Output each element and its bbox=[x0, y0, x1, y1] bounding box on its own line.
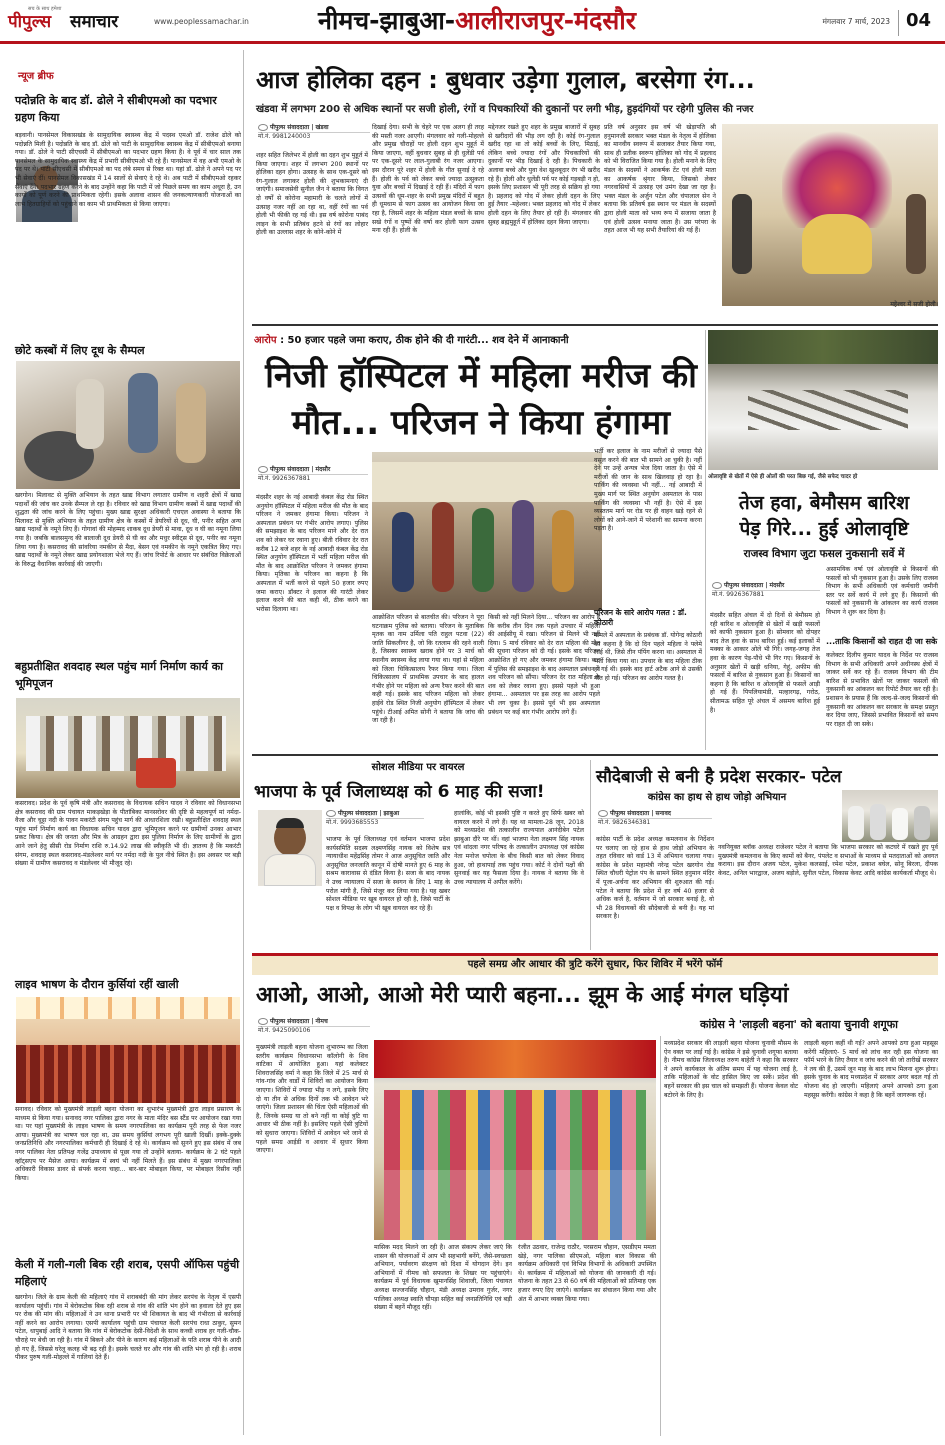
brief-3-headline: बहुप्रतीक्षित शवदाह स्थल पहुंच मार्ग निर्माण कार्य का भूमिपूजन bbox=[15, 660, 223, 690]
ladli-subheadline: कांग्रेस ने 'लाड़ली बहना' को बताया चुनावी शगूफा bbox=[700, 1018, 898, 1031]
weather-photo-caption: ओलावृष्टि से खेतों में ऐसे ही ओलों की परत बिछ गई, जैसे सफेद चादर हो bbox=[708, 474, 858, 480]
hospital-byline-phone: मो.नं. 9926367881 bbox=[258, 475, 311, 482]
hospital-kicker-text: : 50 हजार पहले जमा कराए, ठीक होने की दी गारंटी... शव देने में आनाकानी bbox=[280, 335, 569, 346]
byline-logo-icon bbox=[258, 466, 268, 473]
bjp-headline: भाजपा के पूर्व जिलाध्यक्ष को 6 माह की सजा! bbox=[254, 782, 545, 802]
hospital-kicker bbox=[254, 332, 704, 350]
weather-left-rule bbox=[705, 330, 706, 750]
holi-bottom-rule bbox=[252, 324, 938, 326]
holi-body-col4: प्रति वर्ष अनुसार इस वर्ष भी खेड़ापति श्री हनुमानजी सरकार भक्त मंडल के नेतृत्व में होलिका का मानवीय स्वरूप में सजाकर तैयार किया गया, साथ ही प्रतीक स्वरूप होलिका को गोद में प्रहलाद को भी विराजित किया गया है। होली मनाने के लिए मंडल के सदस्यों ने आकर्षक टेंट एवं होली माता का आकर्षक श्रृंगार किया, जिसको लेकर नगरवासियों में उत्साह एवं उमंग देखा जा रहा है। भक्त मंडल के अर्जुन पटेल और चंपालाल सेन ने बताया कि प्रतिवर्ष इस स्थान पर मंडल के सदस्यों द्वारा होली माता को भव्य रूप में सजाया जाता है एवं होली उत्सव मनाया जाता है। उस परंपरा के तहत आज भी यह सभी तैयारियां की गई हैं। bbox=[604, 124, 716, 235]
brief-3-body: कसरावद। प्रदेश के पूर्व कृषि मंत्री और कसरावद के विधायक सचिन यादव ने रविवार को विधानसभा क्षेत्र कसरावद की ग्राम पंचायत माकड़खेड़ा के पीतांबिका मानसरोवर की दृष्टि से महत्वपूर्ण मां नर्मदा-वैजा और चुट्टा नदी के पावन मकरंटी संगम पहुंच मार्ग की आधारशिला रखी। बहुप्रतीक्षित शवदाह स्थल पहुंच मार्ग निर्माण कार्य का विधायक सचिन यादव द्वारा भूमिपूजन करने पर ग्रामीणों उनका आभार प्रकट किया। क्षेत्र की जनता और मित्र के आग्रहन द्वारा इस पुलिया निर्माण के लिए ग्रामीणों के द्वारा आने जाने हेतु सीसी रोड निर्माण राशि रु.14.92 लाख की स्वीकृति भी दी। ज्ञातव्य है कि मकरंटी संगम, शवदाह स्थल कसरावद-मंडलेश्वर मार्ग पर नर्मदा नदी के पुल नीचे स्थित है। इस अवसर पर बड़ी संख्या में ग्रामीण कसरावद व मंडलेश्वर भी मौजूद रहे। bbox=[15, 800, 241, 868]
holi-byline bbox=[258, 124, 370, 150]
weather-body-col1: मंदसौर सहित अंचल में दो दिनों से बेमौसम हो रही बारिश व ओलावृष्टि से खेतों में खड़ी फसलों को काफी नुकसान हुआ है। सोमवार को दोपहर बाद तेज हवा के साथ बारिश हुई। कई इलाकों में मक्का के आकार ओले भी गिरे। जगह-जगह तेज हवा के कारण पेड़-पौधे भी गिर गए। किसानों के अनुसार खेतों में खड़ी धनिया, गेहूं, अफीम की फसलों में बारिश से नुकसान हुआ है। किसानों का कहना है कि बारिश व ओलावृष्टि से फसलें आड़ी हो गई हैं। पिपलियामंडी, मल्हारगढ़, गरोठ, सीतामऊ सहित पूरे अंचल में असमय बारिश हुई है। bbox=[710, 612, 820, 714]
congress-body-col1: कांग्रेस पार्टी के प्रदेश अध्यक्ष कमलनाथ के निर्देशन पर चलाए जा रहे हाथ से हाथ जोड़ो अभियान के तहत रविवार को वार्ड 13 में अभियान चलाया गया। कांग्रेस के प्रदेश महामंत्री नरेन्द्र पटेल खरगोन रोड स्थित चौधरी पेट्रोल पंप के सामने स्थित हनुमान मंदिर में पूजा-अर्चना कर अभियान की शुरुआत की गई। पटेल ने बताया कि प्रदेश में हर वर्ष 40 हजार से अधिक कर्ज है, वर्तमान में जो सरकार बनाई है, वो भी 28 विधायकों की सौदेबाजी से बनी है। यह मां सरकार है। bbox=[596, 836, 714, 921]
ladli-col-divider bbox=[660, 1036, 661, 1436]
holi-body-col3: मद्देनजर रखते हुए शहर के प्रमुख बाजारों में सुबह से खरीदारों की भीड़ लग रही है। कोई रंग-गुलाल खरीद रहा था तो कोई बच्चों के लिए, मिठाई, लेकिन बच्चे ज्यादा रंगों और पिचकारियों की दुकानों पर भीड़ दिखाई दे रही है। पिचकारी के अलावा बच्चे और युवा वेश खुशबूदार रंग भी खरीद रहे हैं। होली और धुलेंडी पर्व पर कोई गड़बड़ी न हो, इसके लिए प्रशासन भी पूरी तरह से सक्रिय हो गया है। प्रहलाद को गोद में लेकर होली दहन के लिए हुई तैयार -महेश्वर। भक्त प्रहलाद को गोद में लेकर होली दहन के लिए तैयार हो रही हैं। मंगलवार की सुबह ब्रह्ममुहूर्त में होलिका दहन किया जाएगा। bbox=[488, 124, 600, 226]
holi-byline-reporter: पीपुल्स संवाददाता | खंडवा bbox=[258, 124, 370, 133]
weather-byline-city: मंदसौर bbox=[769, 582, 785, 589]
byline-logo-icon bbox=[258, 124, 268, 131]
ladli-body-col4: मध्यप्रदेश सरकार की लाड़ली बहना योजना चुनावी मौसम के ऐन वक्त पर लाई गई है। कांग्रेस ने इसे चुनावी शगूफा बताया है। नीमच कांग्रेस जिलाध्यक्ष तरुण बाहेती ने कहा कि सरकार ने अपने कार्यकाल के अंतिम समय में यह योजना लाई है, ताकि महिलाओं के वोट हासिल किए जा सकें। प्रदेश की बहनें सरकार की इस चाल को समझती हैं। योजना केवल वोट बटोरने के लिए है। bbox=[664, 1040, 798, 1099]
hospital-kicker-label: आरोप bbox=[254, 335, 277, 346]
ladli-kicker: पहले समग्र और आधार की त्रुटि करेंगे सुधार, फिर शिविर में भरेंगे फॉर्म bbox=[467, 959, 723, 970]
hospital-body-col2: आक्रोशित परिजन से बातचीत की। परिजन ने पूरा घटनाक्रम पुलिस को बताया। परिजन के मुताबिक मृतक का नाम उर्मिला पति राहुल पटवा (22) जाति सिकलीगर है, जो कि रतलाम की रहने वाली है, जिसका स्वास्थ्य खराब होने पर 3 मार्च को स्थानीय स्वास्थ्य केंद्र लाया गया था। यहां से महिला को जिला चिकित्सालय रैफर किया गया। जिला चिकित्सालय में प्राथमिक उपचार के बाद हालत गंभीर होने पर महिला को अन्य रैफर करने की बात कही गई। इसके बाद परिजन महिला को लेकर हाईवे रोड स्थित निजी अनुयोग हॉस्पिटल में लेकर पहुंचे। टीआई अमित सोनी ने बताया कि जांच की जा रही है। bbox=[372, 614, 484, 725]
congress-byline-name: पीपुल्स संवाददाता bbox=[610, 810, 650, 817]
ladli-byline-name: पीपुल्स संवाददाता bbox=[270, 1018, 310, 1025]
issue-date: मंगलवार 7 मार्च, 2023 bbox=[822, 17, 890, 26]
holi-byline-city: खंडवा bbox=[315, 124, 329, 131]
byline-logo-icon bbox=[712, 582, 722, 589]
hospital-body-col4b: मामले में अस्पताल के प्रबंधक डॉ. योगेन्द्र कोठारी का कहना है कि दो दिन पहले महिला ने फ्लेमे लाई थी, जिसे तीन पंपिंग करना था। अस्पताल में भर्ती किया गया था। उपचार के बाद महिला ठीक हो गई थी। इसके बाद हार्ट अटैक आने से उसकी मौत हो गई। परिजन का आरोप गलत है। bbox=[594, 632, 702, 682]
brief-5-body: खरगोन। जिले के ग्राम केली की महिलाएं गांव में शराबबंदी की मांग लेकर सरपंच के नेतृत्व में एसपी कार्यालय पहुंचीं। गांव में बेरोकटोक बिक रही शराब से गांव की शांति भंग होने का हवाला देते हुए इस पर रोक की मांग की। महिलाओं ने उन थाना प्रभारी पर भी शिकायत के बाद भी गंभीरता से कार्रवाई नहीं करने का आरोप लगाया। एसपी कार्यालय पहुंची ग्राम पंचायत केली सरपंच राधा ठाकुर, सुमन पटेल, धापुबाई आदि ने बताया कि गांव में बेरोकटोक देसी-विदेशी के साथ कच्ची शराब हर गली-चौक-चौराहे पर बेची जा रही है। गांव में बिकने और पीने के कारण कई महिलाओं के पति शराब पीने के आदी हो गए हैं, जिससे घरेलू कलह भी बढ़ रही है। इसके चलते घर और गांव की शांति भंग हो रही है। शराब पीकर पुरुष गली-मोहल्ले में गालियां देते हैं। bbox=[15, 1294, 241, 1362]
hospital-subhead-col4: परिजन के सारे आरोप गलत : डॉ. कोठारी bbox=[594, 608, 687, 627]
weather-byline-phone: मो.नं. 9926367881 bbox=[712, 591, 765, 598]
ladli-body-col5: लाड़ली बहना कहीं थी गई? अपने आपको ठगा हुआ महसूस करेंगी महिलाएं- 5 मार्च को लांच कर रही इस योजना का फॉर्म भरने के लिए तैयार व जांच करने की जो तारीखें सरकार ने तय की हैं, उसमें जून माह के बाद लाभ मिलना शुरू होगा। इसके चुनाव के बाद मध्यप्रदेश में सरकार अगर बदल गई तो योजना बंद हो जाएगी। महिलाएं अपने आपको ठगा हुआ महसूस करेंगी। कांग्रेस ने कहा है कि बहनें जागरूक रहें। bbox=[804, 1040, 938, 1099]
ladli-byline bbox=[258, 1018, 370, 1042]
weather-byline-reporter: पीपुल्स संवाददाता | मंदसौर bbox=[712, 582, 820, 591]
masthead bbox=[0, 0, 945, 44]
weather-subheadline: राजस्व विभाग जुटा फसल नुकसानी सर्वे में bbox=[743, 548, 905, 560]
brief-2-body: खरगोन। मिलावट से मुक्ति अभियान के तहत खाद्य विभाग लगातार ग्रामीण व शहरी क्षेत्रों में खाद्य पदार्थों की जांच कर उनके सैम्पल ले रहा है। रविवार को खाद्य विभाग ग्रामीण कस्बों में खाद्य पदार्थों की शुद्धता की जांच करने के लिए पहुंचा। मुख्य खाद्य सुरक्षा अधिकारी एचएल अवास्या ने बताया कि मिलावट से मुक्ति अभियान के तहत ग्रामीण क्षेत्र के कस्बों में डेयरियों से दूध, घी, पनीर सहित अन्य खाद्य पदार्थों के नमूने लिए हैं। गोगावां की मोहम्मद शाकब दूध डेयरी से मावा, दूध व घी का नमूना लिया गया है। जबकि बालसमुन्द की बालाजी दूध डेयरी से घी का और मधुर स्वीट्स से दूध, पनीर का नमूना लिया गया है। कसरावद की सांवरिया नमकीन से मैदा, बेसन एवं नमकीन के नमूने एकत्रित किए गए। खाद्य पदार्थों के नमूने लेकर खाद्य प्रयोगशाला भेजे गए हैं। जांच रिपोर्ट के आधार पर संबंधित विक्रेताओं के विरुद्ध वैधानिक कार्रवाई की जाएगी। bbox=[15, 492, 241, 568]
bjp-byline-phone: मो.नं. 9993685553 bbox=[326, 819, 379, 826]
hospital-byline-city: मंदसौर bbox=[315, 466, 331, 473]
left-column-divider bbox=[243, 50, 244, 1435]
holi-body-col2: दिखाई देगा। सभी के चेहरे पर एक अलग ही तरह की मस्ती नजर आएगी। मंगलवार को गली-मोहल्ले और प्रमुख चौराहों पर होली दहन शुभ मुहूर्त में किया जाएगा, वहीं बुधवार सुबह से ही धुलेंडी पर्व पर एक-दूसरे पर लाल-गुलाबी रंग नजर आएगा। इस दौरान पूरे शहर में होली के गीत सुनाई दे रहे हैं। होली के पर्व को लेकर बच्चे ज्यादा उत्सुकता युवा और बच्चों में दिखाई दे रही हैं। मंदिरों में फाग उत्सवों की धूम-शहर के सभी प्रमुख मंदिरों में बहुत ही धूमधाम से फाग उत्सव का आयोजन किया जा रहा है, जिसमें शहर के महिला मंडल बच्चों के साथ सखे रंगों व पुष्पों की वर्षा कर होली फाग उत्सव मना रही हैं। होली के bbox=[372, 124, 484, 235]
brief-4-headline: लाइव भाषण के दौरान कुर्सियां रहीं खाली bbox=[15, 978, 179, 991]
weather-photo-hailstones bbox=[708, 330, 938, 470]
weather-headline-line1: तेज हवा, बेमौसम बारिश bbox=[738, 492, 910, 514]
holi-subheadline: खंडवा में लगभग 200 से अधिक स्थानों पर सजी होली, रंगों व पिचकारियों की दुकानों पर लगी भीड़, हुड़दंगियों पर रहेगी पुलिस की नजर bbox=[256, 104, 754, 115]
hospital-body-col4: भर्ती कर इलाज के नाम मरीजों से ज्यादा पैसे वसूल करने की बात भी सामने आ चुकी है। नहीं देने पर उन्हें अन्यत्र भेज दिया जाता है। ऐसे में मरीजों की जान के साथ खिलवाड़ हो रहा है। पार्किंग की व्यवस्था भी नहीं... नई आबादी में मुख्य मार्ग पर स्थित अनुयोग अस्पताल के पास पार्किंग की व्यवस्था भी नहीं है। ऐसे में इस व्यस्ततम मार्ग पर रोड पर ही वाहन खड़े रहने से लोगों को आने-जाने में परेशानी का सामना करना पड़ता है। bbox=[594, 448, 702, 533]
bjp-byline-name: पीपुल्स संवाददाता bbox=[338, 810, 378, 817]
congress-left-rule bbox=[590, 760, 591, 950]
page-number: 04 bbox=[898, 10, 938, 36]
brand-logo-right: समाचार bbox=[70, 12, 119, 32]
bjp-body-col2: हालांकि, कोई भी इसकी पुष्टि न करते हुए सिर्फ खबर को वायरल करने में लगे हैं। यह था मामला-28 जून, 2018 को मध्यप्रदेश की तत्कालीन राज्यपाल आनंदीबेन पटेल झाबुआ दौरे पर थीं। वहां भाजपा नेता लक्ष्मण सिंह नायक एवं थांदला नगर परिषद के तत्कालीन उपाध्यक्ष एवं कांग्रेस नेता मनोज चपोला के बीच किसी बात को लेकर विवाद हुआ, जो हाथापाई तक पहुंच गया। कोर्ट ने दोनों पक्षों की सुनवाई कर यह फैसला दिया है। नायक ने बताया कि वे उच्च न्यायालय में अपील करेंगे। bbox=[454, 810, 584, 886]
weather-body-col2b: कलेक्टर दिलीप कुमार यादव के निर्देश पर राजस्व विभाग के सभी अधिकारी अपने अधीनस्थ क्षेत्रों में जाकर सर्वे कर रहे हैं। राजस्व विभाग की टीम बारिश से प्रभावित खेतों पर जाकर फसलों की नुकसानी का आंकलन कर रिपोर्ट तैयार कर रही है। प्रशासन के प्रयास हैं कि जल्द-से-जल्द किसानों की नुकसानी का आंकलन कर सरकार के समक्ष प्रस्तुत कर दिया जाए, जिससे प्रभावित किसानों को समय पर राहत दी जा सके। bbox=[826, 652, 938, 728]
mid-page-rule bbox=[252, 754, 938, 756]
news-brief-label bbox=[18, 64, 118, 82]
edition-title-red: आलीराजपुर-मंदसौर bbox=[455, 6, 636, 35]
hospital-byline bbox=[258, 466, 368, 492]
ladli-byline-city: नीमच bbox=[315, 1018, 328, 1025]
hospital-body-col3: किसी को नहीं मिलने दिया... परिजन का आरोप है कि करीब तीन दिन तक पहले उपचार में महिला की आईसीयू में रखा। परिजन से मिलने भी नहीं दिया। 5 मार्च रविवार को देर रात महिला की मौत की सूचना परिजन को दी गई। इसके बाद परिजन आक्रोशित हो गए और जमकर हंगामा किया। बाद में पुलिस की समझाइश के बाद अस्पताल प्रबंधन ने शव परिजन को सौंपा। परिजन देर रात महिला के शव को लेकर रवाना हुए। इससे पहले भी हुआ हंगामा... अस्पताल पर इस तरह का आरोप पहले भी लग चुका है। इससे पूर्व भी इस अस्पताल प्रबंधन पर कई बार गंभीर आरोप लगे हैं। bbox=[488, 614, 600, 716]
holi-headline: आज होलिका दहन : बुधवार उड़ेगा गुलाल, बरसेगा रंग... bbox=[256, 66, 755, 94]
bjp-byline bbox=[326, 810, 424, 834]
ladli-byline-phone: मो.नं. 9425090106 bbox=[258, 1027, 311, 1034]
brand-tagline: सच के साथ हमेशा bbox=[28, 6, 62, 12]
congress-subheadline: कांग्रेस का हाथ से हाथ जोड़ो अभियान bbox=[647, 792, 787, 803]
brand-logo bbox=[8, 6, 249, 38]
hospital-body-col1: मंदसौर शहर के नई आबादी कंबल केंद्र रोड स्थित अनुयोग हॉस्पिटल में महिला मरीज की मौत के बाद परिजन ने जमकर हंगामा किया। परिजन ने अस्पताल प्रबंधन पर गंभीर आरोप लगाए। पुलिस की समझाइश के बाद परिजन माने और देर रात शव को लेकर घर रवाना हुए। बीती रविवार देर रात करीब 12 बजे शहर के नई आबादी कंबल केंद्र रोड स्थित अनुयोग हॉस्पिटल में भर्ती महिला मरीज की मौत के बाद आक्रोशित परिजन ने जमकर हंगामा किया। मृतिका के परिजन का कहना है कि अस्पताल में भर्ती करने से पहले 50 हजार रुपए जमा कराए। डॉक्टर ने इलाज की गारंटी लेकर इलाज करने की बात कही थी, ठीक करने का भरोसा दिलाया था। bbox=[256, 494, 368, 613]
ladli-body-col3: रंजीत उठवार, राजेन्द्र राठौर, परसराम चौहान, एसडीएम ममता खेड़े, नगर पालिका सीएमओ, महिला बाल विकास की कार्यक्रम अधिकारी एवं विभिन्न विभागों के अधिकारी उपस्थित थे। कार्यक्रम में महिलाओं को योजना की जानकारी दी गई। योजना के तहत 23 से 60 वर्ष की महिलाओं को प्रतिमाह एक हजार रुपए दिए जाएंगे। कार्यक्रम का संचालन किया गया और अंत में आभार व्यक्त किया गया। bbox=[518, 1244, 656, 1303]
brief-1-headline: पदोन्नति के बाद डॉ. ढोले ने सीबीएमओ का पदभार ग्रहण किया bbox=[15, 94, 217, 124]
brand-logo-left: पीपुल्स bbox=[8, 12, 52, 32]
news-brief-label-text: न्यूज ब्रीफ bbox=[18, 71, 54, 82]
hospital-headline-line2: मौत... परिजन ने किया हंगामा bbox=[291, 403, 671, 443]
brief-2-headline: छोटे कस्बों में लिए दूध के सैम्पल bbox=[15, 344, 145, 357]
bjp-byline-city: झाबुआ bbox=[383, 810, 400, 817]
bjp-byline-reporter: पीपुल्स संवाददाता | झाबुआ bbox=[326, 810, 424, 819]
bjp-photo-leader bbox=[258, 810, 322, 886]
weather-subhead: ...ताकि किसानों को राहत दी जा सके bbox=[826, 637, 938, 646]
congress-byline-phone: मो.नं. 9826346381 bbox=[598, 819, 651, 826]
weather-headline-line2: पेड़ गिरे... हुई ओलावृष्टि bbox=[739, 518, 909, 540]
byline-logo-icon bbox=[326, 810, 336, 817]
holi-body-col1: शहर सहित जिलेभर में होली का दहन शुभ मुहूर्त में किया जाएगा। शहर में लगभग 200 स्थानों पर होलिका दहन होगा। उत्साह के साथ एक-दूसरे को रंग-गुलाल लगाकर होली की शुभकामनाएं दी जाएंगी। समाजसेवी सुनील जैन ने बताया कि विगत दो वर्षों से कोरोना महामारी के चलते लोगों में उत्साह नजर नहीं आ रहा था, वहीं रंगों का पर्व होली भी फीकी रह गई थी। इस वर्ष कोरोना पाबंद लाइन के सभी प्रतिबंध हटने से रंगों का लोहार होली का उल्लास शहर के कोने-कोने में bbox=[256, 152, 368, 237]
brief-3-photo-bhoomipujan bbox=[16, 698, 240, 798]
hospital-photo-crowd bbox=[372, 452, 602, 610]
bjp-body-col1a: भाजपा के पूर्व जिलाध्यक्ष एवं वर्तमान भाजपा प्रदेश कार्यसमिति सदस्य लक्ष्मणसिंह नायक को विशेष सत्र न्यायाधीश महेंद्रसिंह तोमर ने आज अनुसूचित जाति और अनुसूचित जनजाति कानून में दोषी मानते हुए 6 माह के सश्रम कारावास से दंडित किया है। सजा के बाद नायक ने उच्च न्यायालय में सजा के स्थगन के लिए 1 माह के परोल मांगी है, जिसे मंजूर कर लिया गया है। यह खबर सोशल मीडिया पर खूब वायरल हो रही है, जिसे पार्टी के पक्ष व विपक्ष के लोग भी खूब वायरल कर रहे हैं। bbox=[326, 836, 450, 912]
hospital-headline-line1: निजी हॉस्पिटल में महिला मरीज की bbox=[265, 356, 697, 396]
byline-logo-icon bbox=[598, 810, 608, 817]
edition-title bbox=[318, 4, 698, 38]
weather-body-col2: असामयिक वर्षा एवं ओलावृष्टि से किसानों की फसलों को भी नुकसान हुआ है। उसके लिए राजस्व विभाग के सभी अधिकारी एवं कर्मचारी जमीनी स्तर पर सर्वे कार्य में लगे हुए हैं। किसानों की फसलों को नुकसानी के आंकलन का कार्य राजस्व विभाग ने शुरू कर दिया है। bbox=[826, 566, 938, 616]
website[interactable]: www.peoplessamachar.in bbox=[154, 17, 249, 26]
ladli-body-col2: मासिक मदद मिलने जा रही है। आज संकल्प लेकर जाएं कि शासन की योजनाओं में आप भी सहभागी बनेंगे, जैसे-स्वच्छता अभियान, पर्यावरण संरक्षण को दिशा में योगदान देंगे। इन अभियानों में नीमच को सफलता के शिखर पर पहुंचाएंगे। कार्यक्रम में पूर्व विधायक खुमानसिंह शिवाजी, जिला पंचायत अध्यक्ष सज्जनसिंह चौहान, मंडी अध्यक्ष उमराव गुर्जर, नगर पालिका अध्यक्ष स्वाति चौपड़ा सहित कई जनप्रतिनिधि एवं बड़ी संख्या में बहनें मौजूद रहीं। bbox=[374, 1244, 512, 1312]
congress-byline-reporter: पीपुल्स संवाददाता | सनावद bbox=[598, 810, 712, 819]
ladli-headline: आओ, आओ, आओ मेरी प्यारी बहना... झूम के आई मंगल घड़ियां bbox=[256, 983, 789, 1008]
brief-1-body: बड़वानी। पानसेमल विकासखंड के सामुदायिक स्वास्थ्य केंद्र में पदस्थ एमओ डॉ. राजेश ढोले को पदोन्नति मिली है। पदोन्नति के बाद डॉ. ढोले को पाटी के सामुदायिक स्वास्थ्य केंद्र में सीबीएमओ बनाया गया। डॉ. ढोले ने पाटी सीएचसी में सीबीएमओ का पदभार ग्रहण किया है। वे पूर्व में चार साल तक पानसेमल के सामुदायिक स्वास्थ्य केंद्र में प्रभारी सीबीएमओ भी रहे हैं। पानसेमल में वह अभी एमओ के पद पर थे। पाटी सीएचसी में सीबीएमओ का पद लंबे समय से रिक्त था। यहां डॉ. ढोले ने अपने पद पर भी सेवाएं दीं। पानसेमल विकासखंड में 14 सालों से सेवाएं दे रहे थे। अब पाटी में सीबीएमओ रहकर सेवाएं देंगे। पदभार ग्रहण करने के बाद उन्होंने कहा कि पाटी में जो पिछले समय का काम अधूरा है, उन कार्यों को पूर्ण करने की प्राथमिकता रहेगी। इसके अलावा शासन की जनकल्याणकारी योजनाओं का लाभ हितग्राहियों को पहुंचाने का काम भी प्राथमिकता से किया जाएगा। bbox=[15, 132, 241, 208]
holi-photo-caption: महेश्वर में सजी होली। bbox=[890, 301, 938, 308]
congress-body-col2: नवनियुक्त ब्लॉक अध्यक्ष राजेश्वर पटेल ने बताया कि भाजपा सरकार को कटघरे में रखते हुए पूर्व मुख्यमंत्री कमलनाथ के किए कामों को बैनर, पंपलेट व सभाओं के माध्यम से मतदाताओं को अवगत कराया। इस दौरान अजय पटेल, मुकेश कलसाई, रमेश पटेल, प्रकाश बघेल, सोनू बिरला, दीपक केवट, अनिल भारद्वाज, अजय बड़ोले, सुनील पटेल, विकास केवट आदि कांग्रेस कार्यकर्ता मौजूद थे। bbox=[718, 844, 938, 877]
brief-5-headline: केली में गली-गली बिक रही शराब, एसपी ऑफिस पहुंची महिलाएं bbox=[15, 1258, 240, 1288]
holi-photo-holika bbox=[722, 124, 938, 306]
hospital-byline-reporter: पीपुल्स संवाददाता | मंदसौर bbox=[258, 466, 368, 475]
brief-2-photo-food-inspection bbox=[16, 361, 240, 489]
ladli-byline-reporter: पीपुल्स संवाददाता | नीमच bbox=[258, 1018, 370, 1027]
weather-byline-name: पीपुल्स संवाददाता bbox=[724, 582, 764, 589]
weather-byline bbox=[712, 582, 820, 608]
hospital-byline-name: पीपुल्स संवाददाता bbox=[270, 466, 310, 473]
holi-byline-name: पीपुल्स संवाददाता bbox=[270, 124, 310, 131]
holi-byline-phone: मो.नं. 9981240003 bbox=[258, 133, 311, 140]
byline-logo-icon bbox=[258, 1018, 268, 1025]
congress-photo-rally bbox=[842, 790, 938, 842]
edition-title-black: नीमच-झाबुआ- bbox=[318, 6, 456, 35]
congress-byline bbox=[598, 810, 712, 834]
brief-4-photo-empty-chairs bbox=[16, 997, 240, 1103]
bjp-kicker: सोशल मीडिया पर वायरल bbox=[371, 762, 465, 773]
congress-byline-city: सनावद bbox=[655, 810, 671, 817]
congress-headline: सौदेबाजी से बनी है प्रदेश सरकार- पटेल bbox=[596, 767, 842, 787]
ladli-body-col1: मुख्यमंत्री लाड़ली बहना योजना शुभारम्भ का जिला स्तरीय कार्यक्रम विधानसभा कॉलोनी के शिव वाटिका में आयोजित हुआ। यहां कलेक्टर शिवराजसिंह वर्मा ने कहा कि जिले में 25 मार्च से गांव-गांव और वार्डों में शिविरों का आयोजन किया जाएगा। शिविरों में ज्यादा भीड़ न लगे, इसके लिए दो या तीन से अधिक दिनों तक भी आवेदन भरे जाएंगे। जिला प्रशासन की चिंता ऐसी महिलाओं की है, जिनके समग्र या तो बने नहीं या कोई त्रुटि या आधार भी ठीक नहीं है। इसलिए पहले ऐसी त्रुटियों को सुधारा जाएगा। शिविरों में आवेदन भरे जाने से पहले समग्र आईडी व आधार में सुधार किया जाएगा। bbox=[256, 1044, 368, 1155]
brief-4-body: सनावद। रविवार को मुख्यमंत्री लाड़ली बहना योजना का शुभारंभ मुख्यमंत्री द्वारा लाइव प्रसारण के माध्यम से किया गया। सनावद नगर पालिका द्वारा नगर के माता मंदिर बस स्टैंड पर आयोजन रखा गया था। पर यहां मुख्यमंत्री के लाइव भाषण के समय नगरपालिका का कार्यक्रम पूरी तरह से फेल नजर आया। मुख्यमंत्री का भाषण चल रहा था, उस समय कुर्सियां लगभग पूरी खाली दिखीं। इक्के-दुक्के जनप्रतिनिधि और नगरपालिका कर्मचारी ही दिखाई दे रहे थे। कार्यक्रम को सुनने हुए इस संबंध में जब नगर पालिका नेता प्रतिपक्ष गजेंद्र उपाध्याय से पूछा गया तो उन्होंने बताया- कार्यक्रम के 2 घंटे पहले व्हॉट्सएप पर मैसेज आया। कार्यक्रम में स्वयं भी नहीं मिलते हैं। इस संबंध में मुख्य नगरपालिका अधिकारी विकास डावर से संपर्क करना चाहा... बार-बार मोबाइल किया, पर मोबाइल रिसीव नहीं किया। bbox=[15, 1106, 241, 1182]
ladli-photo-event bbox=[374, 1040, 656, 1240]
